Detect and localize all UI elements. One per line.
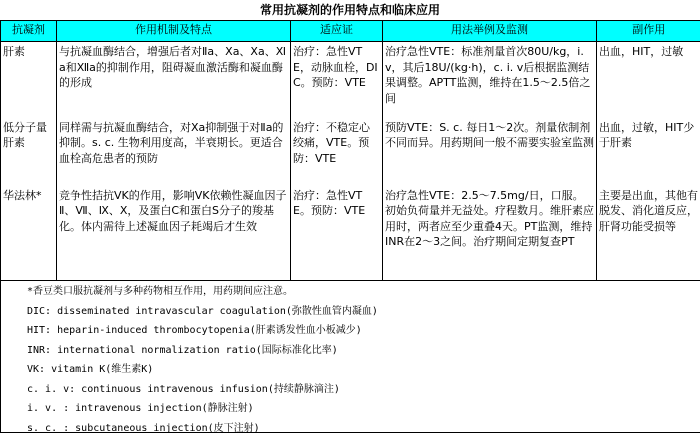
cell-side-effects: 出血，HIT，过敏 (597, 42, 700, 118)
cell-indication: 治疗：急性VTE。预防：VTE (291, 186, 383, 281)
footnote: c. i. v: continuous intravenous infusion(持续静脉滴注) (27, 380, 700, 400)
header-mechanism: 作用机制及特点 (57, 21, 291, 42)
table-row (1, 118, 700, 186)
header-drug: 抗凝剂 (1, 21, 57, 42)
cell-side-effects: 主要是出血，其他有脱发、消化道反应，肝肾功能受损等 (597, 186, 700, 281)
footnotes (0, 278, 700, 433)
anticoagulant-table (0, 20, 700, 281)
table-header-row (1, 21, 700, 42)
cell-mechanism: 竞争性拮抗VK的作用，影响VK依赖性凝血因子Ⅱ、Ⅶ、Ⅸ、Ⅹ，及蛋白C和蛋白S分子的羧基化。体内需待上述凝血因子耗竭后才生效 (57, 186, 291, 281)
footnote: HIT: heparin-induced thrombocytopenia(肝素诱发性血小板减少) (27, 321, 700, 341)
footnote: s. c. : subcutaneous injection(皮下注射) (27, 419, 700, 438)
cell-mechanism: 同样需与抗凝血酶结合，对Ⅹa抑制强于对Ⅱa的抑制。s. c. 生物利用度高，半衰期长。更适合血栓高危患者的预防 (57, 118, 291, 186)
header-usage: 用法举例及监测 (383, 21, 597, 42)
table-row (1, 186, 700, 281)
cell-drug: 华法林* (1, 186, 57, 281)
footnote: i. v. : intravenous injection(静脉注射) (27, 399, 700, 419)
header-side-effects: 副作用 (597, 21, 700, 42)
footnote: DIC: disseminated intravascular coagulation(弥散性血管内凝血) (27, 302, 700, 322)
footnote: VK: vitamin K(维生素K) (27, 360, 700, 380)
cell-usage: 预防VTE：S. c. 每日1～2次。剂量依制剂不同而异。用药期间一般不需要实验室监测 (383, 118, 597, 186)
cell-usage: 治疗急性VTE：2.5～7.5mg/日，口服。初始负荷量并无益处。疗程数月。维肝素应用时，两者应至少重叠4天。PT监测，维持INR在2～3之间。治疗期间定期复查PT (383, 186, 597, 281)
footnote: *香豆类口服抗凝剂与多种药物相互作用，用药期间应注意。 (27, 282, 700, 302)
table-row (1, 42, 700, 118)
cell-usage: 治疗急性VTE：标准剂量首次80U/kg，i. v，其后18U/(kg·h)，c. i. v后根据监测结果调整。APTT监测，维持在1.5～2.5倍之间 (383, 42, 597, 118)
footnote: INR: international normalization ratio(国际标准化比率) (27, 341, 700, 361)
cell-side-effects: 出血，过敏，HIT少于肝素 (597, 118, 700, 186)
cell-drug: 肝素 (1, 42, 57, 118)
cell-mechanism: 与抗凝血酶结合，增强后者对Ⅱa、Ⅹa、Ⅹa、Ⅺa和Ⅻa的抑制作用，阻碍凝血激活酶和凝血酶的形成 (57, 42, 291, 118)
header-indication: 适应证 (291, 21, 383, 42)
cell-indication: 治疗：不稳定心绞痛，VTE。预防：VTE (291, 118, 383, 186)
cell-indication: 治疗：急性VTE，动脉血栓，DIC。预防：VTE (291, 42, 383, 118)
cell-drug: 低分子量肝素 (1, 118, 57, 186)
table-title: 常用抗凝剂的作用特点和临床应用 (0, 2, 700, 18)
